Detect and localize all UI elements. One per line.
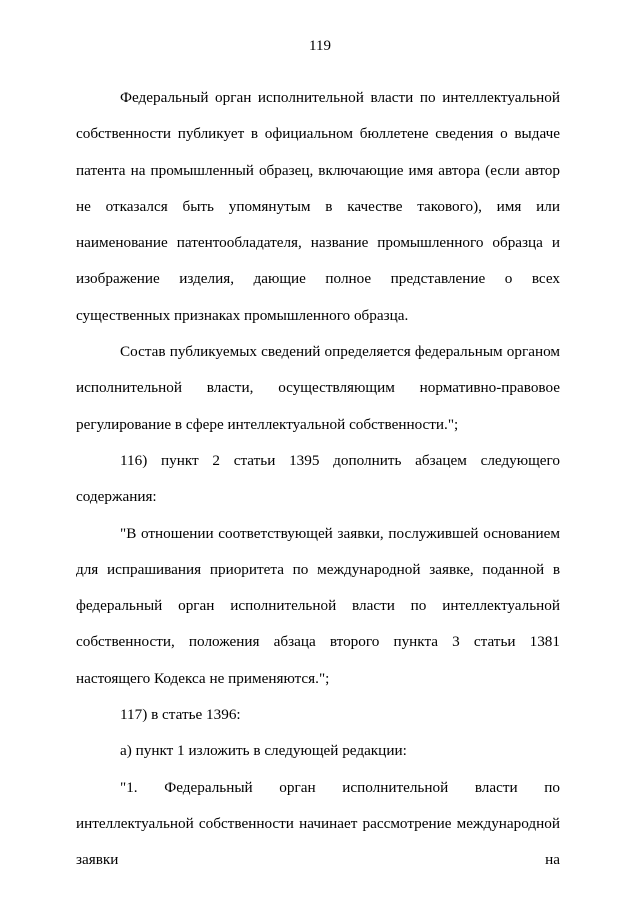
paragraph-item-116: 116) пункт 2 статьи 1395 дополнить абзацем следующего содержания: [76, 451, 560, 506]
paragraph-publication-scope: Состав публикуемых сведений определяется федеральным органом исполнительной власти, осуществляющим нормативно-правовое регулирование в сфере интеллектуальной собственности."; [76, 343, 560, 433]
paragraph-quoted-amendment: "В отношении соответствующей заявки, послужившей основанием для испрашивания приоритета по международной заявке, поданной в федеральный орган исполнительной власти по интеллектуальной собственности, положения абзаца второго пункта 3 статьи 1381 настоящего Кодекса не применяются."; [76, 524, 560, 687]
paragraph-publication-info: Федеральный орган исполнительной власти по интеллектуальной собственности публикует в официальном бюллетене сведения о выдаче патента на промышленный образец, включающие имя автора (если автор не отказался быть упомянутым в качестве такового), имя или наименование патентообладателя, название промышленного образца и изображение изделия, дающие полное представление о всех существенных признаках промышленного образца. [76, 89, 560, 324]
paragraph-item-117: 117) в статье 1396: [120, 706, 241, 724]
page-number: 119 [309, 38, 331, 54]
paragraph-point-1: "1. Федеральный орган исполнительной власти по интеллектуальной собственности начинает рассмотрение международной заявки на [76, 778, 560, 869]
document-body [76, 80, 560, 879]
paragraph-subitem-a: а) пункт 1 изложить в следующей редакции: [120, 742, 407, 760]
